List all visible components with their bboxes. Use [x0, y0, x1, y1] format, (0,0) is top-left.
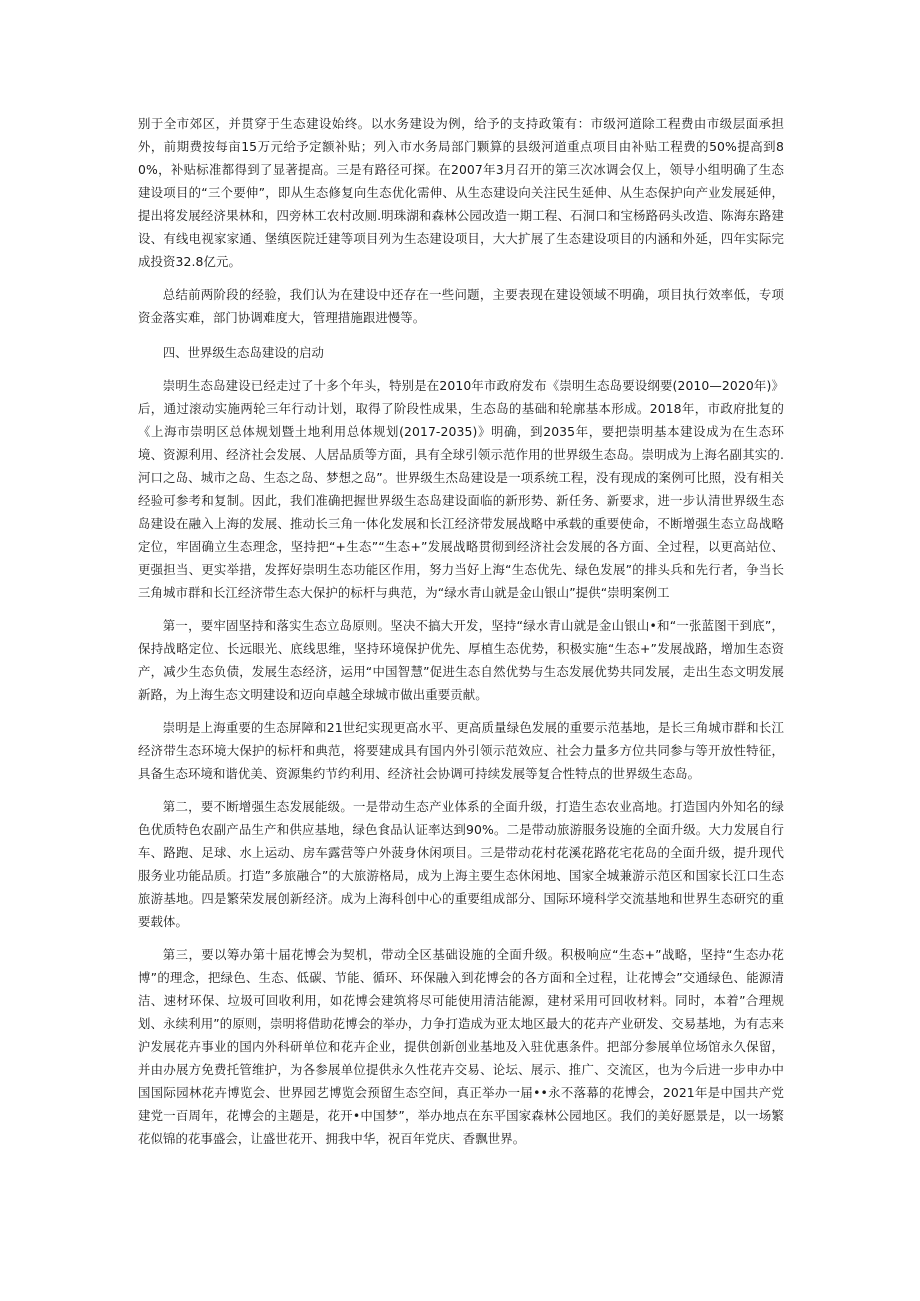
paragraph-3: 崇明生态岛建设已经走过了十多个年头，特别是在2010年市政府发布《崇明生态岛要设纲要(2010—2020年)》后，通过滚动实施两轮三年行动计划，取得了阶段性成果，生态岛的基础和轮廓基本形成。2018年，市政府批复的《上海市崇明区总体规划暨土地利用总体规划(2017-2035)》明确，到2035年，要把崇明基本建设成为在生态环境、资源利用、经济社会发展、人居品质等方面，具有全球引领示范作用的世界级生态岛。崇明成为上海名副其实的.河口之岛、城市之岛、生态之岛、梦想之岛”。世界级生杰岛建设是一项系统工程，没有现成的案例可比照，没有相关经验可参考和复制。因此，我们准确把握世界级生态岛建设面临的新形势、新任务、新要求，进一步认清世界级生态岛建设在融入上海的发展、推动长三角一体化发展和长江经济带发展战略中承载的重要使命，不断增强生态立岛战略定位，牢固确立生态理念，坚持把“+生态”“生态+”发展战略贯彻到经济社会发展的各方面、全过程，以更高站位、更强担当、更实举措，发挥好崇明生态功能区作用，努力当好上海“生态优先、绿色发展”的排头兵和先行者，争当长三角城市群和长江经济带生态大保护的标杆与典范，为“绿水青山就是金山银山”提供“崇明案例工: [138, 378, 784, 600]
paragraph-2: 总结前两阶段的经验，我们认为在建设中还存在一些问题，主要表现在建设领域不明确，项目执行效率低，专项资金落实难，部门协调难度大，管理措施跟进慢等。: [138, 287, 784, 325]
paragraph-6: 第二，要不断增强生态发展能级。一是带动生态产业体系的全面升级，打造生态农业高地。打造国内外知名的绿色优质特色农副产品生产和供应基地，绿色食品认证率达到90%。二是带动旅游服务设施的全面升级。大力发展自行车、路跑、足球、水上运动、房车露营等户外菠身休闲项目。三是带动花村花溪花路花宅花岛的全面升级，提升现代服务业功能品质。打造”多旅融合”的大旅游格局，成为上海主要生态休闲地、国家全城兼游示范区和国家长江口生态旅游基地。四是繁荣发展创新经济。成为上海科创中心的重要组成部分、国际环境科学交流基地和世界生态研究的重要载体。: [138, 799, 784, 929]
paragraph-1: 别于全市郊区，并贯穿于生态建设始终。以水务建设为例，给予的支持政策有：市级河道除工程费由市级层面承担外，前期费按每亩15万元给予定额补贴；列入市水务局部门颗算的县级河道重点项目由补贴工程费的50%提高到80%，补贴标准都得到了显著提高。三是有路径可探。在2007年3月召开的第三次冰调会仅上，领导小组明确了生态建设项目的“三个要伸”，即从生态修复向生态优化需伸、从生态建设向关注民生延伸、从生态保护向产业发展延伸，提出将发展经济果林和，四旁林工农村改厕.明珠湖和森林公园改造一期工程、石洞口和宝杨路码头改造、陈海东路建设、有线电视家家通、堡缜医院迁建等项目列为生态建设项目，大大扩展了生态建设项目的内涵和外延，四年实际完成投资32.8亿元。: [138, 116, 784, 269]
paragraph-5: 崇明是上海重要的生态屏障和21世纪实现更高水平、更高质量绿色发展的重要示范基地，是长三角城市群和长江经济带生态环境大保护的标杆和典范，将要建成具有国内外引领示范效应、社会力量多方位共同参与等开放性特征，具备生态环境和谐优美、资源集约节约利用、经济社会协调可持续发展等复合性特点的世界级生态岛。: [138, 720, 784, 781]
paragraph-4: 第一，要牢固坚持和落实生态立岛原则。坚决不搞大开发，坚持“绿水青山就是金山银山•和“一张蓝图干到底”，保持战略定位、长远眼光、底线思维，坚持环境保护优先、厚植生态优势，积极实施“生态+”发展战路，增加生态资产，减少生态负债，发展生态经济，运用“中国智慧”促进生态自然优势与生态发展优势共同发展，走出生态文明发展新路，为上海生态文明建设和迈向卓越全球城市做出重要贡献。: [138, 618, 784, 702]
document-page: [138, 112, 784, 1150]
paragraph-7: 第三，要以筹办第十届花博会为契机，带动全区基础设施的全面升级。积极响应“生态+”战略，坚持“生态办花博”的理念，把绿色、生态、低碳、节能、循环、环保融入到花博会的各方面和全过程，让花博会”交通绿色、能源清洁、速材环保、垃圾可回收利用，如花博会建筑将尽可能使用清洁能源，建材采用可回收材料。同时，本着”合理规划、永续利用”的原则，崇明将借助花博会的举办，力争打造成为亚太地区最大的花卉产业研发、交易基地，为有志来沪发展花卉事业的国内外科研单位和花卉企业，提供创新创业基地及入驻优惠条件。把部分参展单位场馆永久保留，并由办展方免费托管维护，为各参展单位提供永久性花卉交易、论坛、展示、推广、交流区，也为今后进一步申办中国国际园林花卉博览会、世界园艺博览会预留生态空间，真正举办一届••永不落幕的花博会，2021年是中国共产党建党一百周年，花博会的主题是，花开•中国梦”，举办地点在东平国家森林公园地区。我们的美好愿景是，以一场繁花似锦的花事盛会，让盛世花开、拥我中华，祝百年党庆、香飘世界。: [138, 947, 784, 1146]
section-heading: 四、世界级生态岛建设的启动: [162, 345, 324, 360]
